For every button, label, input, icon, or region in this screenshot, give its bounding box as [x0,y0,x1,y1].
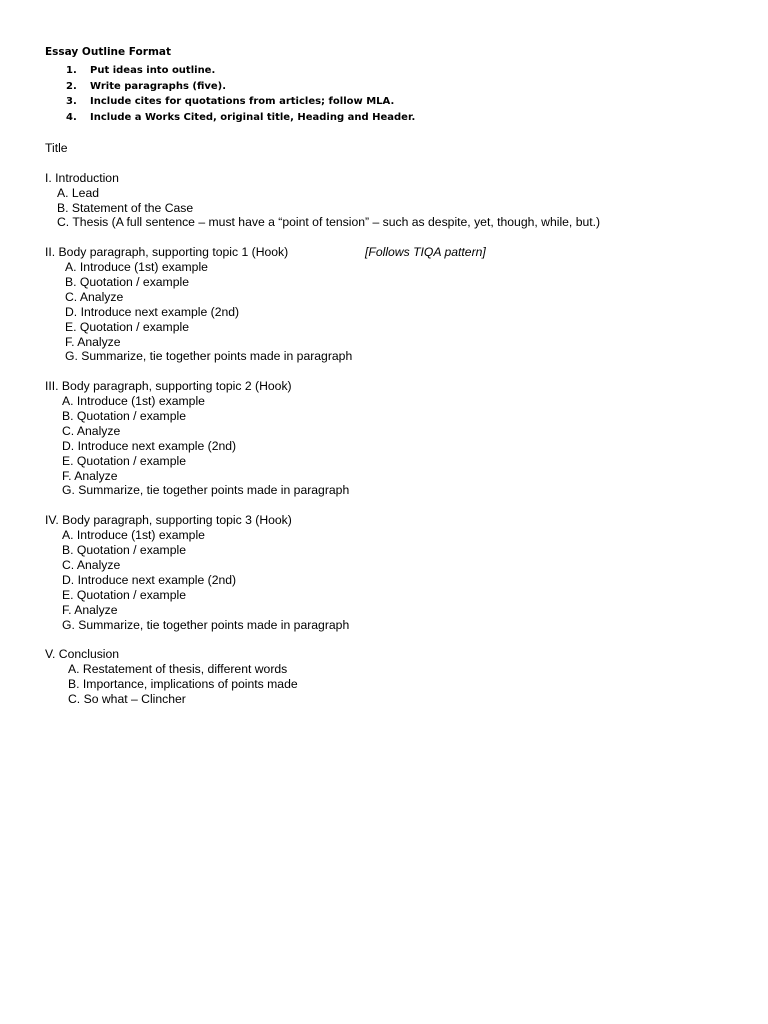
outline-item: B. Statement of the Case [57,200,194,215]
instruction-item [66,94,415,110]
essay-outline [45,141,600,707]
spacer [45,364,600,379]
outline-item: A. Introduce (1st) example [65,260,208,275]
outline-item: F. Analyze [62,602,118,617]
outline-item: B. Importance, implications of points made [68,677,298,692]
outline-item: D. Introduce next example (2nd) [62,438,237,453]
outline-item: C. Analyze [62,557,121,572]
outline-item: C. Analyze [62,423,121,438]
instruction-number: 2. [66,80,77,92]
outline-item: G. Summarize, tie together points made in paragraph [62,483,350,498]
instruction-item [66,110,415,126]
instruction-text: Write paragraphs (five). [90,80,227,92]
outline-item: D. Introduce next example (2nd) [62,572,237,587]
instruction-text: Include a Works Cited, original title, Heading and Header. [90,111,416,123]
outline-item: A. Restatement of thesis, different words [68,662,288,677]
outline-item: F. Analyze [62,468,118,483]
spacer [45,156,600,171]
outline-item: B. Quotation / example [62,409,186,424]
instruction-item [66,63,415,79]
section-heading: IV. Body paragraph, supporting topic 3 (Hook) [45,513,292,528]
outline-item: G. Summarize, tie together points made in paragraph [62,617,350,632]
section-body-1 [45,245,600,364]
instruction-item [66,79,415,95]
spacer [45,632,600,647]
outline-item: D. Introduce next example (2nd) [65,304,240,319]
outline-item: A. Introduce (1st) example [62,394,205,409]
section-heading-row [45,245,600,260]
tiqa-note: [Follows TIQA pattern] [365,245,486,260]
outline-item: E. Quotation / example [62,453,186,468]
thesis-item: C. Thesis (A full sentence – must have a “point of tension” – such as despite, yet, though, while, but.) [57,215,601,230]
section-introduction [45,171,600,231]
instruction-text: Put ideas into outline. [90,65,216,76]
instruction-list [66,63,415,125]
outline-title: Title [45,141,68,155]
outline-item: B. Quotation / example [62,543,186,558]
outline-item: B. Quotation / example [65,275,189,290]
section-heading: II. Body paragraph, supporting topic 1 (Hook) [45,245,289,260]
instruction-number: 1. [66,65,77,76]
format-title: Essay Outline Format [45,46,171,58]
outline-item: C. So what – Clincher [68,691,186,706]
outline-item: A. Lead [57,185,100,200]
outline-item: G. Summarize, tie together points made in paragraph [65,349,353,364]
outline-item: E. Quotation / example [62,587,186,602]
outline-item: F. Analyze [65,334,121,349]
spacer [45,498,600,513]
section-body-3 [45,513,600,632]
instruction-number: 4. [66,111,77,123]
outline-item: C. Analyze [65,289,124,304]
section-conclusion [45,647,600,707]
outline-item: A. Introduce (1st) example [62,528,205,543]
instruction-number: 3. [66,96,77,107]
section-body-2 [45,379,600,498]
instruction-text: Include cites for quotations from articles; follow MLA. [90,96,395,107]
outline-item: E. Quotation / example [65,319,189,334]
spacer [45,230,600,245]
section-heading: III. Body paragraph, supporting topic 2 (Hook) [45,379,292,394]
section-heading: I. Introduction [45,170,119,185]
section-heading: V. Conclusion [45,647,120,662]
